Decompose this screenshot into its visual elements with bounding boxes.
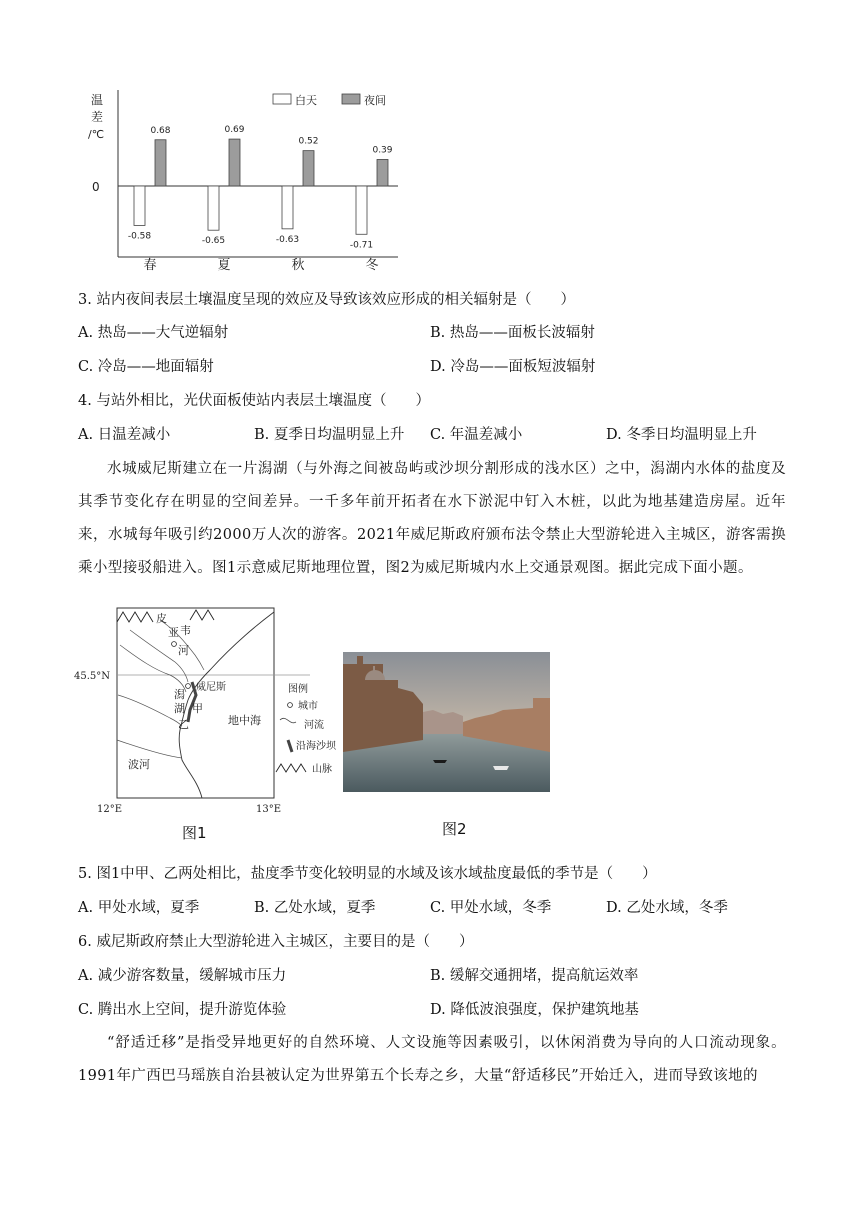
map-label-sea: 地中海 <box>228 714 261 727</box>
bar-night-3 <box>377 159 388 186</box>
photo-boat <box>493 766 509 770</box>
photo-dome-spire <box>373 666 375 680</box>
bar-night-label-0: 0.68 <box>150 125 171 136</box>
map-label-jia: 甲 <box>192 702 203 715</box>
bar-night-2 <box>303 151 314 186</box>
map-longitude-left: 12°E <box>97 804 123 815</box>
q4-option-d: D. 冬季日均温明显上升 <box>606 427 757 443</box>
bar-night-label-2: 0.52 <box>298 136 319 147</box>
legend-sandbar-label: 沿海沙坝 <box>296 741 336 752</box>
q4-option-a: A. 日温差减小 <box>78 427 171 443</box>
map-latitude-label: 45.5°N <box>74 671 111 682</box>
bar-night-label-3: 0.39 <box>372 145 393 156</box>
chart-y-label-2: /℃ <box>88 128 105 141</box>
legend-label-day: 白天 <box>295 94 317 107</box>
map-label-po: 波河 <box>128 758 150 771</box>
q3-option-d: D. 冷岛——面板短波辐射 <box>430 359 596 375</box>
bar-day-3 <box>356 186 367 234</box>
venice-passage-text: 水城威尼斯建立在一片潟湖（与外海之间被岛屿或沙坝分割形成的浅水区）之中，潟湖内水体的盐度及其季节变化存在明显的空间差异。一千多年前开拓者在水下淤泥中钉入木桩，以此为地基建造房屋。近年来，水城每年吸引约2000万人次的游客。2021年威尼斯政府颁布法令禁止大型游轮进入主城区，游客需换乘小型接驳船进入。图1示意威尼斯地理位置，图2为威尼斯城内水上交通景观图。据此完成下面小题。 <box>78 461 786 576</box>
chart-y-tick-0: 0 <box>92 180 100 194</box>
q3-option-c: C. 冷岛——地面辐射 <box>78 359 214 375</box>
chart-y-label-1: 差 <box>91 110 104 124</box>
q6-option-a: A. 减少游客数量，缓解城市压力 <box>78 968 287 984</box>
figure2-caption: 图2 <box>442 820 467 838</box>
bar-day-label-0: -0.58 <box>127 231 152 242</box>
q4-option-c: C. 年温差减小 <box>430 427 523 443</box>
photo-gondola <box>433 760 447 763</box>
q3-option-b: B. 热岛——面板长波辐射 <box>430 325 595 341</box>
comfort-migration-text: “舒适迁移”是指受异地更好的自然环境、人文设施等因素吸引，以休闲消费为导向的人口流动现象。1991年广西巴马瑶族自治县被认定为世界第五个长寿之乡，大量“舒适移民”开始迁入，进而导致该地的 <box>78 1035 786 1084</box>
legend-sandbar-icon <box>288 740 292 752</box>
map-label-venice: 威尼斯 <box>196 682 226 693</box>
legend-label-night: 夜间 <box>364 94 386 107</box>
q6-option-b: B. 缓解交通拥堵，提高航运效率 <box>430 968 639 984</box>
map-label-hu: 湖 <box>174 702 185 715</box>
x-tick-2: 秋 <box>291 258 305 272</box>
q5-option-d: D. 乙处水域，冬季 <box>606 900 728 916</box>
chart-y-label-0: 温 <box>91 93 104 107</box>
bar-night-label-1: 0.69 <box>224 125 245 136</box>
q5-option-c: C. 甲处水域，冬季 <box>430 900 552 916</box>
q6-option-d: D. 降低波浪强度，保护建筑地基 <box>430 1002 639 1018</box>
q4-stem: 4. 与站外相比，光伏面板使站内表层土壤温度（ ） <box>78 393 430 409</box>
bar-day-1 <box>208 186 219 230</box>
comfort-migration-passage <box>78 1027 786 1093</box>
x-tick-0: 春 <box>143 258 157 272</box>
bar-night-1 <box>229 139 240 186</box>
temperature-difference-chart <box>80 82 410 272</box>
q4-option-b: B. 夏季日均温明显上升 <box>254 427 405 443</box>
q5-stem: 5. 图1中甲、乙两处相比，盐度季节变化较明显的水域及该水域盐度最低的季节是（ ） <box>78 866 657 882</box>
x-tick-3: 冬 <box>365 258 379 272</box>
map-label-wei: 韦 <box>180 624 191 637</box>
bar-day-label-2: -0.63 <box>275 234 300 245</box>
x-tick-1: 夏 <box>217 258 231 272</box>
q6-stem: 6. 威尼斯政府禁止大型游轮进入主城区，主要目的是（ ） <box>78 934 474 950</box>
map-label-ya: 亚 <box>168 626 179 639</box>
bar-day-2 <box>282 186 293 229</box>
legend-river-label: 河流 <box>304 720 324 731</box>
bar-night-0 <box>155 140 166 186</box>
q5-option-a: A. 甲处水域，夏季 <box>78 900 200 916</box>
legend-city-label: 城市 <box>298 701 318 712</box>
figure1-caption: 图1 <box>182 824 207 842</box>
map-label-pi: 皮 <box>156 612 167 625</box>
bar-day-label-3: -0.71 <box>349 240 374 251</box>
legend-swatch-night <box>342 94 360 104</box>
q5-option-b: B. 乙处水域，夏季 <box>254 900 376 916</box>
venice-location-map <box>70 600 360 820</box>
legend-mountain-icon <box>276 764 306 772</box>
q3-stem: 3. 站内夜间表层土壤温度呈现的效应及导致该效应形成的相关辐射是（ ） <box>78 292 575 308</box>
legend-swatch-day <box>273 94 291 104</box>
bar-day-0 <box>134 186 145 225</box>
venice-passage <box>78 453 786 585</box>
map-label-yi: 乙 <box>178 718 189 731</box>
q6-option-c: C. 腾出水上空间，提升游览体验 <box>78 1002 287 1018</box>
venice-canal-photo <box>343 652 550 792</box>
legend-river-icon <box>280 718 296 723</box>
q3-option-a: A. 热岛——大气逆辐射 <box>78 325 229 341</box>
legend-mountain-label: 山脉 <box>312 764 332 775</box>
map-label-xie: 潟 <box>174 688 185 701</box>
legend-city-icon <box>288 703 293 708</box>
bar-day-label-1: -0.65 <box>201 236 226 247</box>
map-label-he: 河 <box>178 644 189 657</box>
map-longitude-right: 13°E <box>256 804 282 815</box>
legend-title: 图例 <box>288 684 308 695</box>
